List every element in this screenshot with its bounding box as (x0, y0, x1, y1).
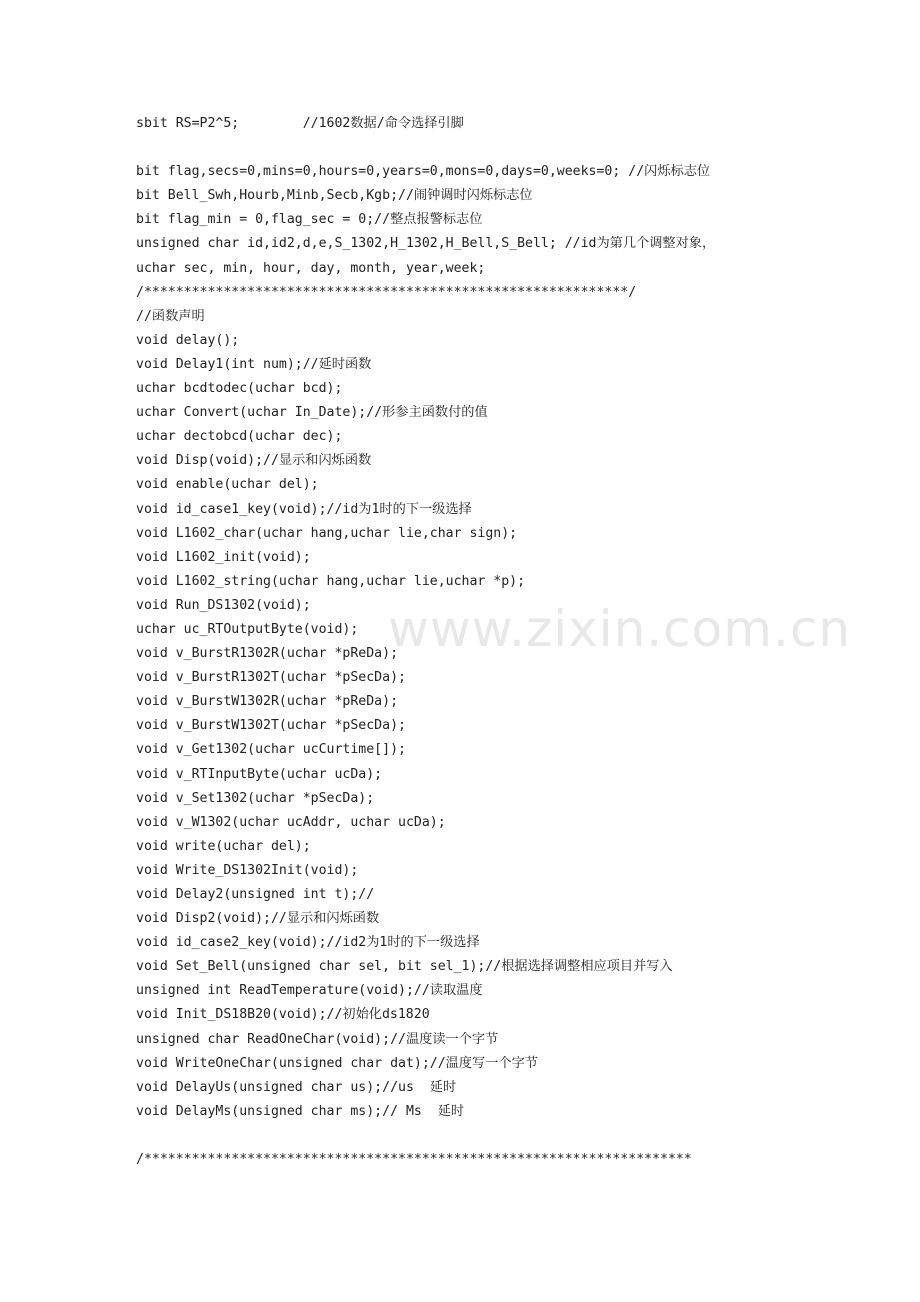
code-line: void v_BurstW1302T(uchar *pSecDa); (136, 718, 406, 734)
code-line: uchar bcdtodec(uchar bcd); (136, 381, 343, 397)
code-line: sbit RS=P2^5; //1602数据/命令选择引脚 (136, 116, 464, 131)
code-line: void Run_DS1302(void); (136, 597, 311, 613)
code-listing (136, 112, 906, 1172)
code-line: unsigned char id,id2,d,e,S_1302,H_1302,H_Bell,S_Bell; //id为第几个调整对象， (136, 236, 716, 252)
code-line: void id_case1_key(void);//id为1时的下一级选择 (136, 501, 472, 517)
code-line: void v_W1302(uchar ucAddr, uchar ucDa); (136, 814, 446, 830)
code-line: void Disp2(void);//显示和闪烁函数 (136, 911, 380, 927)
code-line: uchar Convert(uchar In_Date);//形参主函数付的值 (136, 405, 488, 421)
code-line: uchar sec, min, hour, day, month, year,week; (136, 260, 486, 276)
code-line: void v_BurstR1302R(uchar *pReDa); (136, 646, 399, 662)
code-line (136, 1124, 906, 1148)
code-line: void Delay2(unsigned int t);// (136, 887, 375, 902)
code-line: void L1602_char(uchar hang,uchar lie,char sign); (136, 525, 518, 541)
code-line: void Init_DS18B20(void);//初始化ds1820 (136, 1007, 430, 1023)
code-line (136, 136, 906, 160)
code-line: uchar dectobcd(uchar dec); (136, 429, 343, 445)
code-line: bit flag_min = 0,flag_sec = 0;//整点报警标志位 (136, 212, 483, 228)
code-line: unsigned int ReadTemperature(void);//读取温度 (136, 983, 483, 999)
code-line: void enable(uchar del); (136, 477, 319, 493)
code-line: void WriteOneChar(unsigned char dat);//温度写一个字节 (136, 1055, 538, 1071)
code-line: void v_BurstW1302R(uchar *pReDa); (136, 694, 399, 710)
code-line: /********************************************************************* (136, 1152, 692, 1168)
code-line: void Write_DS1302Init(void); (136, 862, 359, 878)
code-line: uchar uc_RTOutputByte(void); (136, 621, 359, 637)
code-line: void DelayUs(unsigned char us);//us 延时 (136, 1079, 457, 1095)
code-line: void id_case2_key(void);//id2为1时的下一级选择 (136, 935, 480, 951)
code-line: void v_BurstR1302T(uchar *pSecDa); (136, 670, 406, 686)
code-line: void write(uchar del); (136, 838, 311, 854)
code-line: /*************************************************************/ (136, 284, 637, 300)
code-line: void DelayMs(unsigned char ms);// Ms 延时 (136, 1103, 465, 1119)
watermark: www.zixin.com.cn (388, 600, 852, 658)
code-line: void v_RTInputByte(uchar ucDa); (136, 766, 383, 782)
code-line: bit Bell_Swh,Hourb,Minb,Secb,Kgb;//闹钟调时闪烁标志位 (136, 188, 533, 204)
code-line: void Delay1(int num);//延时函数 (136, 356, 372, 372)
code-line: bit flag,secs=0,mins=0,hours=0,years=0,mons=0,days=0,weeks=0; //闪烁标志位 (136, 164, 711, 180)
code-line: void L1602_init(void); (136, 549, 311, 565)
code-line: unsigned char ReadOneChar(void);//温度读一个字节 (136, 1031, 499, 1047)
code-line: void v_Get1302(uchar ucCurtime[]); (136, 742, 406, 758)
code-line: //函数声明 (136, 308, 205, 324)
code-line: void v_Set1302(uchar *pSecDa); (136, 790, 375, 806)
code-line: void Disp(void);//显示和闪烁函数 (136, 453, 372, 469)
code-line: void Set_Bell(unsigned char sel, bit sel_1);//根据选择调整相应项目并写入 (136, 959, 673, 975)
code-line: void L1602_string(uchar hang,uchar lie,uchar *p); (136, 573, 526, 589)
code-line: void delay(); (136, 332, 240, 348)
